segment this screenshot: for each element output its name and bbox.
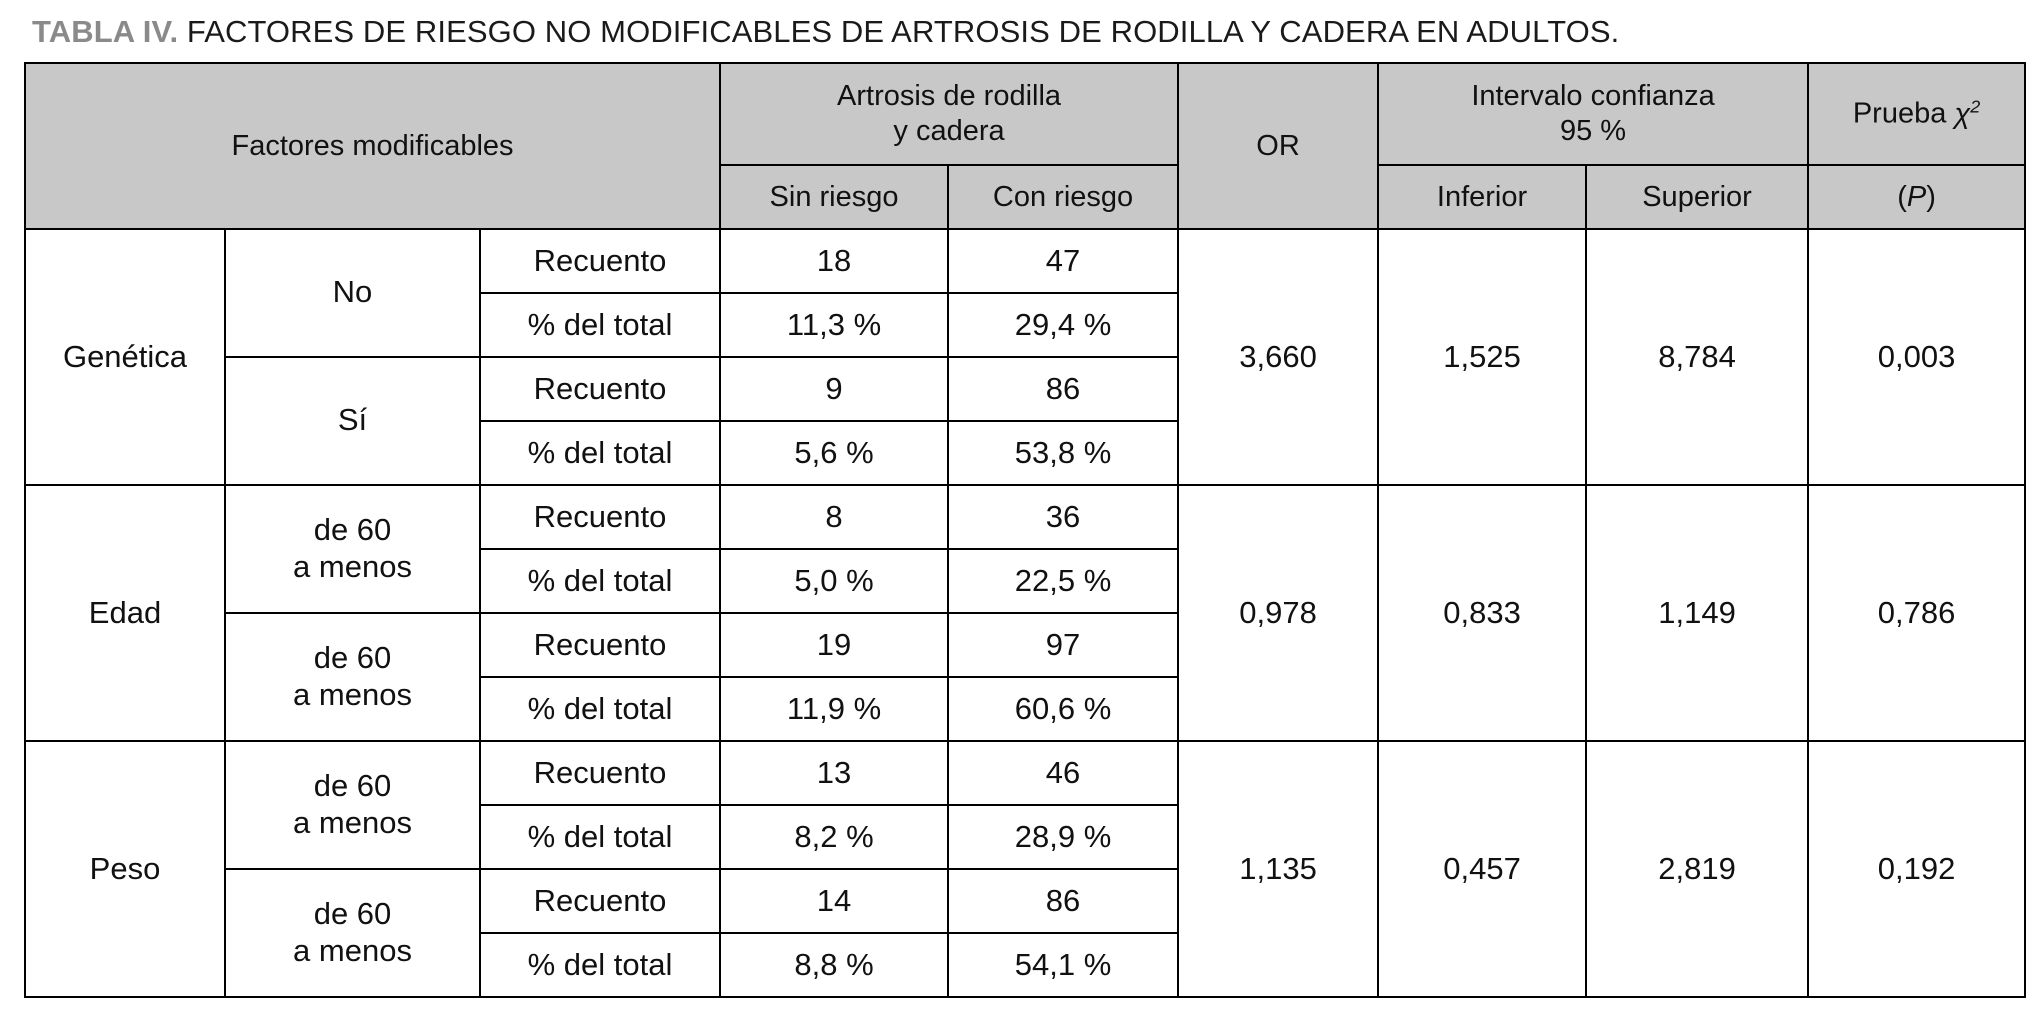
header-prueba-label: Prueba: [1852, 97, 1947, 130]
chi-square-symbol: [1954, 98, 1980, 130]
metric-label: % del total: [480, 677, 720, 741]
value-p: 0,786: [1808, 485, 2025, 741]
metric-label: % del total: [480, 933, 720, 997]
row-level-edad-1: [225, 485, 480, 613]
row-category-peso: Peso: [25, 741, 225, 997]
table-body: [25, 229, 2025, 997]
value-sin-riesgo: 11,3 %: [720, 293, 948, 357]
chi-exponent: 2: [1970, 96, 1981, 117]
value-sin-riesgo: 19: [720, 613, 948, 677]
metric-label: Recuento: [480, 485, 720, 549]
value-sin-riesgo: 14: [720, 869, 948, 933]
table-caption-label: TABLA IV.: [32, 14, 179, 49]
value-p: 0,003: [1808, 229, 2025, 485]
row-level-edad-2: [225, 613, 480, 741]
header-artrosis-line1: Artrosis de rodilla: [837, 80, 1062, 113]
header-ci-line1: Intervalo confianza: [1471, 80, 1715, 113]
level-line1: de 60: [313, 640, 392, 676]
p-close-paren: ): [1926, 180, 1936, 213]
value-con-riesgo: 22,5 %: [948, 549, 1178, 613]
value-con-riesgo: 47: [948, 229, 1178, 293]
value-or: 3,660: [1178, 229, 1378, 485]
value-con-riesgo: 54,1 %: [948, 933, 1178, 997]
header-con-riesgo: Con riesgo: [948, 165, 1178, 229]
value-ci-superior: 8,784: [1586, 229, 1808, 485]
header-inferior: Inferior: [1378, 165, 1586, 229]
value-con-riesgo: 36: [948, 485, 1178, 549]
value-con-riesgo: 53,8 %: [948, 421, 1178, 485]
risk-factors-table: [24, 62, 2026, 998]
value-ci-inferior: 0,457: [1378, 741, 1586, 997]
metric-label: % del total: [480, 421, 720, 485]
row-level-peso-1: [225, 741, 480, 869]
header-ci-line2: 95 %: [1559, 114, 1627, 147]
table-caption: [32, 14, 2015, 50]
metric-label: Recuento: [480, 229, 720, 293]
table-header: [25, 63, 2025, 229]
header-superior: Superior: [1586, 165, 1808, 229]
value-sin-riesgo: 5,6 %: [720, 421, 948, 485]
metric-label: Recuento: [480, 613, 720, 677]
value-con-riesgo: 86: [948, 869, 1178, 933]
p-letter: P: [1906, 180, 1927, 213]
value-sin-riesgo: 8: [720, 485, 948, 549]
value-con-riesgo: 28,9 %: [948, 805, 1178, 869]
level-line1: de 60: [313, 768, 392, 804]
value-con-riesgo: 97: [948, 613, 1178, 677]
metric-label: Recuento: [480, 741, 720, 805]
level-line2: a menos: [293, 676, 412, 712]
table-row: [25, 229, 2025, 293]
value-ci-superior: 1,149: [1586, 485, 1808, 741]
value-sin-riesgo: 9: [720, 357, 948, 421]
value-ci-superior: 2,819: [1586, 741, 1808, 997]
level-line2: a menos: [293, 548, 412, 584]
header-artrosis-line2: y cadera: [893, 114, 1005, 147]
value-ci-inferior: 1,525: [1378, 229, 1586, 485]
value-con-riesgo: 46: [948, 741, 1178, 805]
value-con-riesgo: 29,4 %: [948, 293, 1178, 357]
table-row: [25, 741, 2025, 805]
row-level-genetica-no: No: [225, 229, 480, 357]
header-prueba-chi: [1808, 63, 2025, 165]
level-line1: de 60: [313, 896, 392, 932]
value-con-riesgo: 60,6 %: [948, 677, 1178, 741]
metric-label: % del total: [480, 805, 720, 869]
table-caption-text: FACTORES DE RIESGO NO MODIFICABLES DE ARTROSIS DE RODILLA Y CADERA EN ADULTOS.: [178, 14, 1620, 49]
value-ci-inferior: 0,833: [1378, 485, 1586, 741]
header-row-main: [25, 63, 2025, 165]
value-con-riesgo: 86: [948, 357, 1178, 421]
metric-label: % del total: [480, 549, 720, 613]
header-or: OR: [1178, 63, 1378, 229]
row-level-genetica-si: Sí: [225, 357, 480, 485]
table-row: [25, 485, 2025, 549]
value-sin-riesgo: 5,0 %: [720, 549, 948, 613]
chi-letter: χ: [1954, 97, 1971, 130]
header-artrosis-group: [720, 63, 1178, 165]
header-factores-modificables: Factores modificables: [25, 63, 720, 229]
value-sin-riesgo: 11,9 %: [720, 677, 948, 741]
row-level-peso-2: [225, 869, 480, 997]
row-category-genetica: Genética: [25, 229, 225, 485]
value-or: 0,978: [1178, 485, 1378, 741]
row-category-edad: Edad: [25, 485, 225, 741]
metric-label: Recuento: [480, 357, 720, 421]
value-sin-riesgo: 13: [720, 741, 948, 805]
value-or: 1,135: [1178, 741, 1378, 997]
value-p: 0,192: [1808, 741, 2025, 997]
level-line2: a menos: [293, 932, 412, 968]
value-sin-riesgo: 8,8 %: [720, 933, 948, 997]
level-line2: a menos: [293, 804, 412, 840]
value-sin-riesgo: 8,2 %: [720, 805, 948, 869]
p-open-paren: (: [1897, 180, 1907, 213]
header-sin-riesgo: Sin riesgo: [720, 165, 948, 229]
header-intervalo-confianza: [1378, 63, 1808, 165]
metric-label: % del total: [480, 293, 720, 357]
level-line1: de 60: [313, 512, 392, 548]
value-sin-riesgo: 18: [720, 229, 948, 293]
metric-label: Recuento: [480, 869, 720, 933]
header-p-value: [1808, 165, 2025, 229]
